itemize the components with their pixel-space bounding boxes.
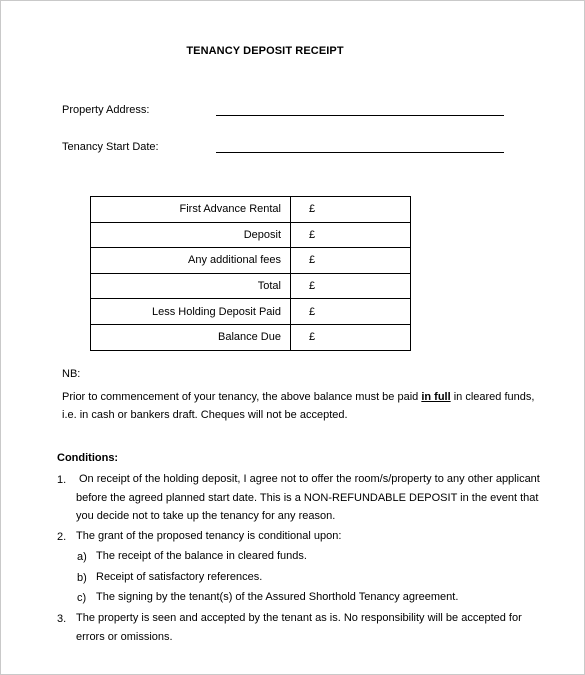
nb-text-before: Prior to commencement of your tenancy, the above balance must be paid	[62, 391, 422, 403]
row-value[interactable]: £	[291, 299, 411, 325]
nb-highlight: in full	[421, 391, 451, 403]
row-label: Balance Due	[91, 324, 291, 350]
property-address-line[interactable]	[216, 115, 504, 116]
table-row	[91, 222, 411, 248]
row-label: Less Holding Deposit Paid	[91, 299, 291, 325]
row-label: Total	[91, 273, 291, 299]
condition-text: Receipt of satisfactory references.	[96, 571, 263, 583]
row-label: Deposit	[91, 222, 291, 248]
condition-number: 1.	[57, 474, 67, 486]
condition-letter: b)	[77, 572, 87, 584]
condition-text: The grant of the proposed tenancy is conditional upon:	[76, 530, 342, 542]
condition-text: On receipt of the holding deposit, I agree not to offer the room/s/property to any other applicant before the agreed planned start date. This is a NON-REFUNDABLE DEPOSIT in the event that you decide not to take up the tenancy for any reason.	[76, 473, 540, 522]
condition-number: 3.	[57, 613, 67, 625]
row-value[interactable]: £	[291, 222, 411, 248]
condition-text: The property is seen and accepted by the tenant as is. No responsibility will be accepted for errors or omissions.	[76, 612, 522, 643]
nb-paragraph	[62, 388, 542, 424]
condition-text: The signing by the tenant(s) of the Assured Shorthold Tenancy agreement.	[96, 591, 459, 603]
row-label: First Advance Rental	[91, 197, 291, 223]
row-value[interactable]: £	[291, 248, 411, 274]
row-value[interactable]: £	[291, 324, 411, 350]
property-address-label: Property Address:	[62, 104, 150, 116]
document-title: TENANCY DEPOSIT RECEIPT	[186, 45, 344, 57]
tenancy-start-date-line[interactable]	[216, 152, 504, 153]
tenancy-start-date-label: Tenancy Start Date:	[62, 141, 159, 153]
nb-text-after: in cleared funds, i.e. in cash or bankers draft. Cheques will not be accepted.	[62, 391, 535, 421]
nb-label: NB:	[62, 368, 81, 380]
table-row	[91, 248, 411, 274]
table-row	[91, 273, 411, 299]
row-value[interactable]: £	[291, 273, 411, 299]
condition-text: The receipt of the balance in cleared funds.	[96, 550, 307, 562]
condition-letter: a)	[77, 551, 87, 563]
conditions-heading: Conditions:	[57, 452, 119, 464]
condition-letter: c)	[77, 592, 87, 604]
table-row	[91, 197, 411, 223]
table-row	[91, 299, 411, 325]
condition-number: 2.	[57, 531, 67, 543]
row-label: Any additional fees	[91, 248, 291, 274]
amounts-table	[90, 196, 411, 351]
row-value[interactable]: £	[291, 197, 411, 223]
table-row	[91, 324, 411, 350]
